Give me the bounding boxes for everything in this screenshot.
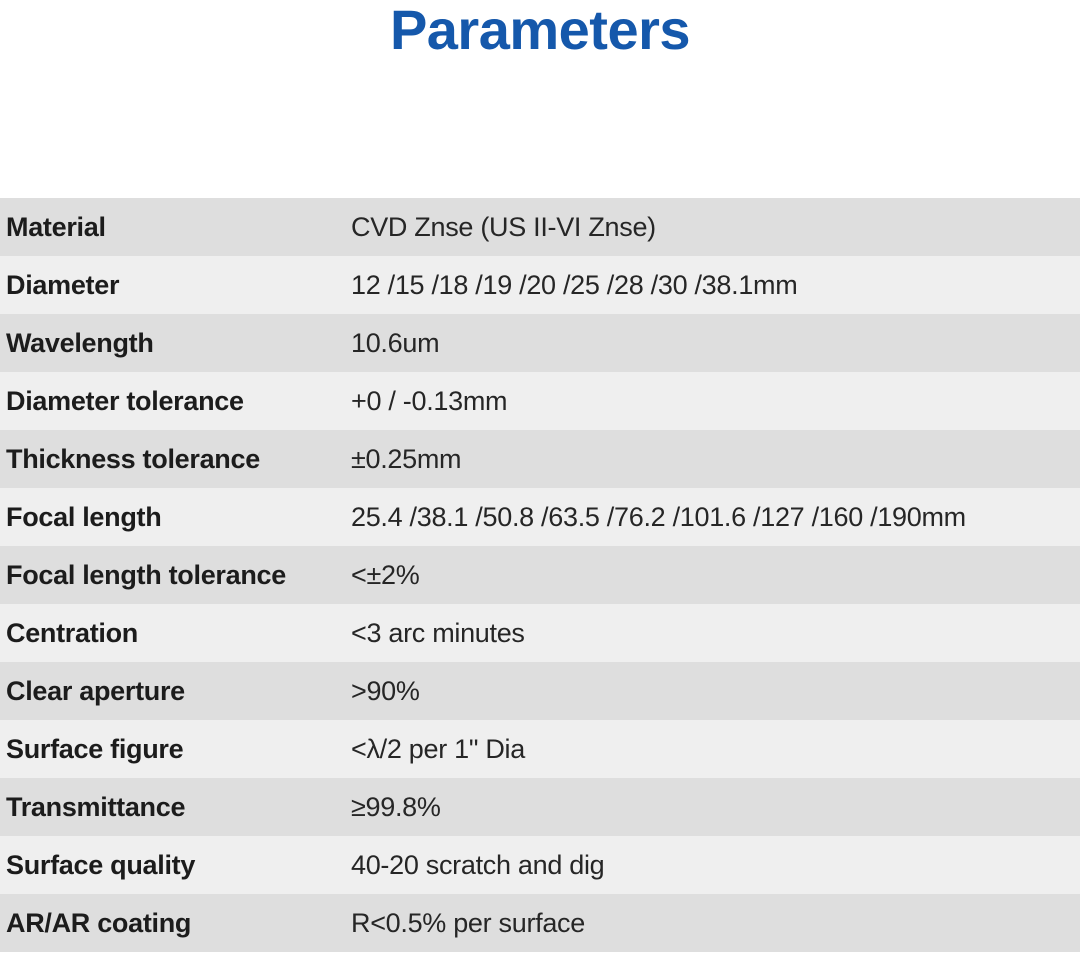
parameter-value: >90% — [351, 662, 1080, 720]
parameter-value: 10.6um — [351, 314, 1080, 372]
parameter-value: <±2% — [351, 546, 1080, 604]
page-title: Parameters — [389, 0, 691, 61]
parameter-value: CVD Znse (US II-VI Znse) — [351, 198, 1080, 256]
parameter-value: R<0.5% per surface — [351, 894, 1080, 952]
parameter-value: 12 /15 /18 /19 /20 /25 /28 /30 /38.1mm — [351, 256, 1080, 314]
parameter-value: +0 / -0.13mm — [351, 372, 1080, 430]
parameter-value: ≥99.8% — [351, 778, 1080, 836]
parameter-label: Focal length — [0, 488, 351, 546]
parameter-value: <3 arc minutes — [351, 604, 1080, 662]
parameter-label: Focal length tolerance — [0, 546, 351, 604]
parameter-value: 25.4 /38.1 /50.8 /63.5 /76.2 /101.6 /127 /160 /190mm — [351, 488, 1080, 546]
parameter-label: Clear aperture — [0, 662, 351, 720]
table-row — [0, 198, 1080, 256]
parameters-table — [0, 198, 1080, 952]
parameter-label: Wavelength — [0, 314, 351, 372]
parameters-table-body — [0, 198, 1080, 952]
parameter-label: Transmittance — [0, 778, 351, 836]
table-row — [0, 894, 1080, 952]
table-row — [0, 720, 1080, 778]
table-row — [0, 314, 1080, 372]
table-row — [0, 604, 1080, 662]
parameter-label: Surface figure — [0, 720, 351, 778]
table-row — [0, 488, 1080, 546]
table-row — [0, 836, 1080, 894]
parameter-value: 40-20 scratch and dig — [351, 836, 1080, 894]
parameter-label: Diameter — [0, 256, 351, 314]
parameter-value: <λ/2 per 1" Dia — [351, 720, 1080, 778]
parameter-label: AR/AR coating — [0, 894, 351, 952]
parameter-label: Material — [0, 198, 351, 256]
table-row — [0, 778, 1080, 836]
table-row — [0, 546, 1080, 604]
parameter-label: Diameter tolerance — [0, 372, 351, 430]
table-row — [0, 372, 1080, 430]
parameter-value: ±0.25mm — [351, 430, 1080, 488]
table-row — [0, 256, 1080, 314]
table-row — [0, 662, 1080, 720]
parameter-label: Surface quality — [0, 836, 351, 894]
table-row — [0, 430, 1080, 488]
parameter-label: Thickness tolerance — [0, 430, 351, 488]
parameter-label: Centration — [0, 604, 351, 662]
